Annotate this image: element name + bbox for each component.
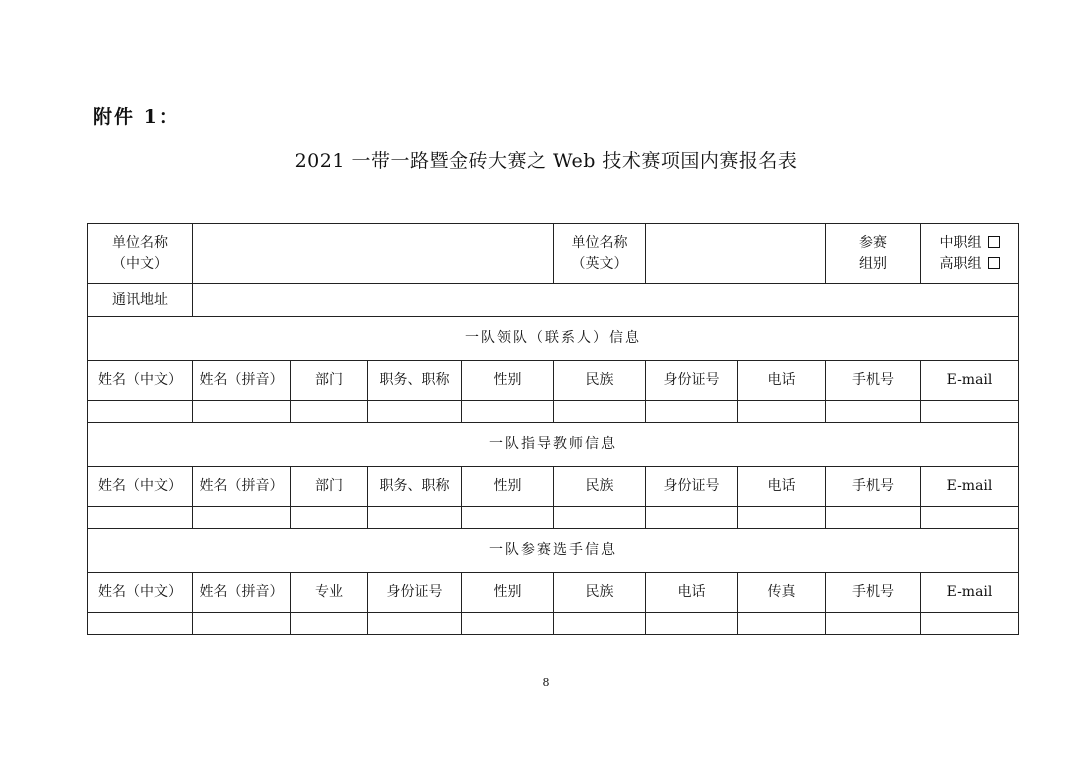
unit-name-cn-label: 单位名称 （中文） — [88, 224, 193, 284]
column-header: 部门 — [291, 361, 368, 401]
entry-cell[interactable] — [646, 507, 738, 529]
entry-cell[interactable] — [921, 507, 1019, 529]
column-header: 姓名（中文） — [88, 573, 193, 613]
entry-cell[interactable] — [554, 613, 646, 635]
entry-cell[interactable] — [88, 613, 193, 635]
column-header: 职务、职称 — [368, 467, 462, 507]
section-title-row — [88, 317, 1019, 361]
entry-cell[interactable] — [88, 507, 193, 529]
entry-cell[interactable] — [291, 613, 368, 635]
section-title-leader: 一队领队（联系人）信息 — [88, 317, 1019, 361]
column-header: 手机号 — [826, 467, 921, 507]
column-header: 姓名（拼音） — [193, 573, 291, 613]
header-row — [88, 361, 1019, 401]
entry-cell[interactable] — [738, 507, 826, 529]
column-header: E-mail — [921, 573, 1019, 613]
entry-cell[interactable] — [193, 401, 291, 423]
column-header: 手机号 — [826, 573, 921, 613]
entry-cell[interactable] — [368, 401, 462, 423]
blank-entry-row — [88, 507, 1019, 529]
section-title-row — [88, 423, 1019, 467]
column-header: 性别 — [462, 573, 554, 613]
unit-row — [88, 224, 1019, 284]
column-header: 身份证号 — [646, 467, 738, 507]
blank-entry-row — [88, 401, 1019, 423]
entry-cell[interactable] — [368, 507, 462, 529]
column-header: 民族 — [554, 361, 646, 401]
entry-cell[interactable] — [738, 613, 826, 635]
entry-cell[interactable] — [826, 401, 921, 423]
entry-cell[interactable] — [291, 507, 368, 529]
unit-name-en-field[interactable] — [646, 224, 826, 284]
column-header: 姓名（中文） — [88, 467, 193, 507]
page-number: 8 — [542, 676, 550, 689]
column-header: 专业 — [291, 573, 368, 613]
entry-cell[interactable] — [462, 401, 554, 423]
attachment-label: 附件 1： — [93, 106, 180, 128]
column-header: 性别 — [462, 467, 554, 507]
column-header: 手机号 — [826, 361, 921, 401]
column-header: 电话 — [738, 361, 826, 401]
header-row — [88, 573, 1019, 613]
registration-form-table — [87, 223, 1019, 635]
entry-cell[interactable] — [554, 401, 646, 423]
form-title: 2021 一带一路暨金砖大赛之 Web 技术赛项国内赛报名表 — [294, 150, 798, 172]
category-option-secondary[interactable]: 中职组 — [921, 233, 1018, 254]
column-header: 姓名（拼音） — [193, 361, 291, 401]
column-header: 性别 — [462, 361, 554, 401]
entry-cell[interactable] — [738, 401, 826, 423]
column-header: 身份证号 — [368, 573, 462, 613]
entry-cell[interactable] — [554, 507, 646, 529]
blank-entry-row — [88, 613, 1019, 635]
column-header: 部门 — [291, 467, 368, 507]
unit-name-en-label: 单位名称 （英文） — [554, 224, 646, 284]
column-header: 电话 — [738, 467, 826, 507]
entry-cell[interactable] — [462, 507, 554, 529]
checkbox-icon[interactable] — [988, 257, 1000, 269]
column-header: 姓名（中文） — [88, 361, 193, 401]
column-header: 电话 — [646, 573, 738, 613]
unit-name-cn-field[interactable] — [193, 224, 554, 284]
category-options — [921, 224, 1019, 284]
address-field[interactable] — [193, 284, 1019, 317]
section-title-teacher: 一队指导教师信息 — [88, 423, 1019, 467]
column-header: 职务、职称 — [368, 361, 462, 401]
entry-cell[interactable] — [88, 401, 193, 423]
column-header: E-mail — [921, 467, 1019, 507]
column-header: 民族 — [554, 467, 646, 507]
address-label: 通讯地址 — [88, 284, 193, 317]
column-header: E-mail — [921, 361, 1019, 401]
column-header: 身份证号 — [646, 361, 738, 401]
entry-cell[interactable] — [921, 613, 1019, 635]
column-header: 姓名（拼音） — [193, 467, 291, 507]
category-option-higher[interactable]: 高职组 — [921, 254, 1018, 275]
entry-cell[interactable] — [826, 507, 921, 529]
entry-cell[interactable] — [291, 401, 368, 423]
column-header: 传真 — [738, 573, 826, 613]
section-title-contestant: 一队参赛选手信息 — [88, 529, 1019, 573]
category-label: 参赛 组别 — [826, 224, 921, 284]
address-row — [88, 284, 1019, 317]
column-header: 民族 — [554, 573, 646, 613]
entry-cell[interactable] — [193, 613, 291, 635]
entry-cell[interactable] — [368, 613, 462, 635]
checkbox-icon[interactable] — [988, 236, 1000, 248]
entry-cell[interactable] — [462, 613, 554, 635]
section-title-row — [88, 529, 1019, 573]
entry-cell[interactable] — [646, 613, 738, 635]
entry-cell[interactable] — [921, 401, 1019, 423]
entry-cell[interactable] — [646, 401, 738, 423]
entry-cell[interactable] — [193, 507, 291, 529]
entry-cell[interactable] — [826, 613, 921, 635]
header-row — [88, 467, 1019, 507]
